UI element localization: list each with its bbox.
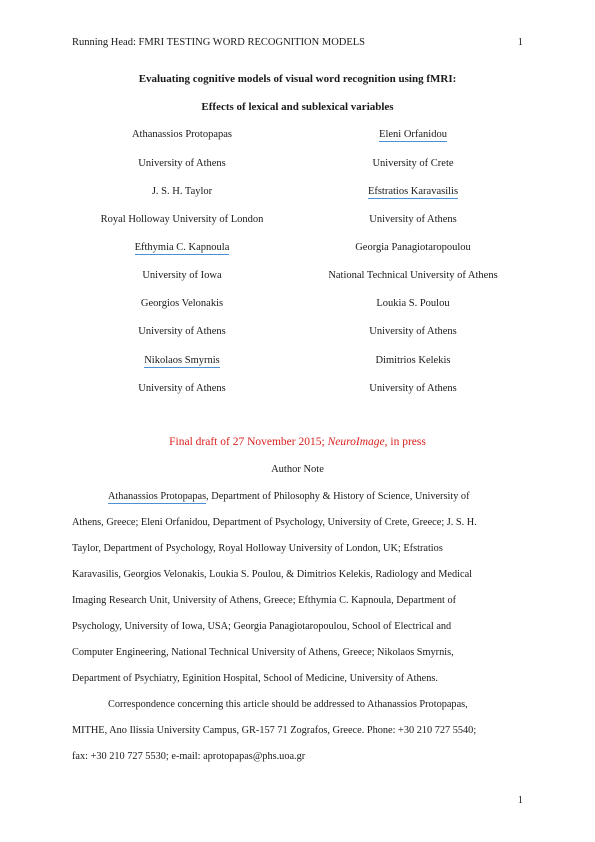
affiliation-right-2: University of Athens: [369, 214, 457, 225]
affiliation-left-5: University of Athens: [138, 383, 226, 394]
affiliation-left-4: University of Athens: [138, 326, 226, 337]
affiliation-right-5: University of Athens: [369, 383, 457, 394]
author-right-2: Efstratios Karavasilis: [367, 186, 459, 197]
author-right-3: Georgia Panagiotaropoulou: [355, 242, 471, 253]
footer-page-number: 1: [517, 795, 523, 806]
running-head: Running Head: FMRI TESTING WORD RECOGNITION MODELS: [72, 37, 366, 48]
draft-status-note: Final draft of 27 November 2015; NeuroImage, in press: [169, 436, 426, 448]
affiliation-paragraph: Athanassios Protopapas, Department of Philosophy & History of Science, University of Athens, Greece; Eleni Orfanidou, Department of Psychology, University of Crete, Greece; J. S. H. Taylor, Department of Psychology, Royal Holloway University of London, UK; Efstratios Karavasilis, Georgios Velonakis, Loukia S. Poulou, & Dimitrios Kelekis, Radiology and Medical Imaging Research Unit, University of Athens, Greece; Efthymia C. Kapnoula, Department of Psychology, University of Iowa, USA; Georgia Panagiotaropoulou, School of Electrical and Computer Engineering, National Technical University of Athens, Greece; Nikolaos Smyrnis, Department of Psychiatry, Eginition Hospital, School of Medicine, University of Athens.: [72, 491, 477, 684]
correspondence-paragraph: Correspondence concerning this article should be addressed to Athanassios Protopapas, MITHE, Ano Ilissia University Campus, GR-157 71 Zografos, Greece. Phone: +30 210 727 5540; fax: +30 210 727 5530; e-mail: aprotopapas@phs.uoa.gr: [72, 699, 477, 762]
paper-title-line-2: Effects of lexical and sublexical variables: [201, 101, 394, 113]
author-right-5: Dimitrios Kelekis: [375, 355, 451, 366]
affiliation-left-2: Royal Holloway University of London: [100, 214, 264, 225]
header-page-number: 1: [517, 37, 523, 48]
author-left-4: Georgios Velonakis: [140, 298, 224, 309]
journal-name: NeuroImage: [327, 436, 385, 448]
author-left-5: Nikolaos Smyrnis: [144, 355, 220, 366]
corresponding-author-name: Athanassios Protopapas: [108, 491, 207, 502]
author-right-1: Eleni Orfanidou: [379, 129, 447, 140]
affiliation-right-3: National Technical University of Athens: [328, 270, 498, 281]
author-left-1: Athanassios Protopapas: [131, 129, 233, 140]
paper-title-line-1: Evaluating cognitive models of visual word recognition using fMRI:: [138, 73, 457, 85]
affiliation-left-1: University of Athens: [138, 158, 226, 169]
author-left-2: J. S. H. Taylor: [151, 186, 213, 197]
affiliation-left-3: University of Iowa: [142, 270, 222, 281]
author-note-heading: Author Note: [271, 464, 324, 475]
author-right-4: Loukia S. Poulou: [376, 298, 450, 309]
affiliation-right-1: University of Crete: [372, 158, 454, 169]
author-left-3: Efthymia C. Kapnoula: [134, 242, 230, 253]
affiliation-right-4: University of Athens: [369, 326, 457, 337]
